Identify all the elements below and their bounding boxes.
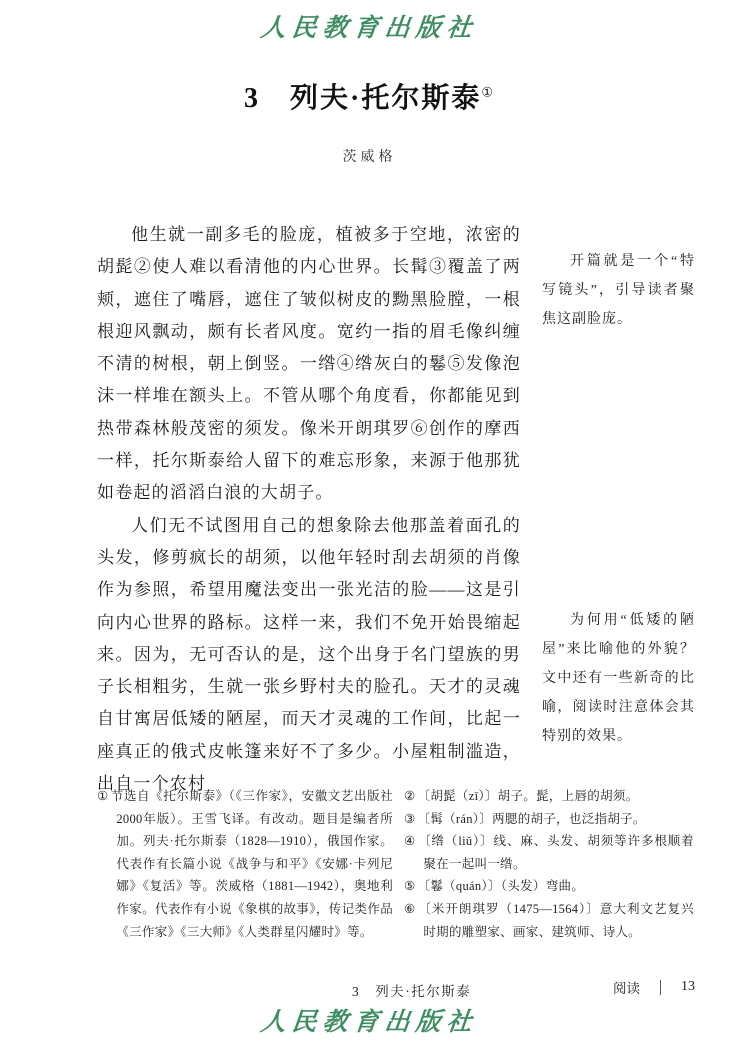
footnote-text: 〔米开朗琪罗（1475—1564）〕意大利文艺复兴时期的雕塑家、画家、建筑师、诗人。 [418, 901, 694, 939]
footer-lesson-title: 3 列夫·托尔斯泰 [352, 984, 472, 999]
body-paragraph: 他生就一副多毛的脸庞，植被多于空地，浓密的胡髭②使人难以看清他的内心世界。长髯③覆盖了两颊，遮住了嘴唇，遮住了皱似树皮的黝黑脸膛，一根根迎风飘动，颇有长者风度。宽约一指的眉毛像纠缠不清的树根，朝上倒竖。一绺④绺灰白的鬈⑤发像泡沫一样堆在额头上。不管从哪个角度看，你都能见到热带森林般茂密的须发。像米开朗琪罗⑥创作的摩西一样，托尔斯泰给人留下的难忘形象，来源于他那犹如卷起的滔滔白浪的大胡子。 [97, 225, 521, 503]
footer-right-group [613, 977, 695, 997]
publisher-logo-top: 人民教育出版社 [259, 15, 480, 42]
footnote-text: 〔绺（liǔ）〕线、麻、头发、胡须等许多根顺着聚在一起叫一绺。 [418, 834, 694, 871]
margin-note: 开篇就是一个“特写镜头”，引导读者聚焦这副脸庞。 [542, 254, 695, 327]
footnote [404, 830, 694, 875]
footnote [404, 898, 694, 943]
footnote-marker: ⑤ [404, 879, 416, 894]
footnote-marker: ① [97, 789, 109, 803]
title-footnote-ref: ① [481, 84, 495, 100]
footnote [404, 875, 694, 898]
margin-note: 为何用“低矮的陋屋”来比喻他的外貌？文中还有一些新奇的比喻，阅读时注意体会其特别的效果。 [542, 613, 695, 744]
publisher-logo-bottom: 人民教育出版社 [259, 1009, 480, 1036]
author-name: 茨威格 [342, 150, 397, 165]
main-text-column [97, 219, 521, 800]
footnote-marker: ⑥ [404, 901, 417, 916]
footer-section-label: 阅读 [613, 981, 640, 996]
footer-divider [660, 980, 661, 995]
footnote-marker: ② [404, 789, 416, 803]
footnote [404, 808, 694, 831]
footnote [404, 785, 694, 808]
footnote-text: 节选自《托尔斯泰》（《三作家》，安徽文艺出版社2000年版）。王雪飞译。有改动。题目是编者所加。列夫·托尔斯泰（1828—1910），俄国作家。代表作有长篇小说《战争与和平》《安娜·卡列尼娜》《复活》等。茨威格（1881—1942），奥地利作家。代表作有小说《象棋的故事》，传记类作品《三作家》《三大师》《人类群星闪耀时》等。 [110, 789, 393, 939]
body-paragraph: 人们无不试图用自己的想象除去他那盖着面孔的头发，修剪疯长的胡须，以他年轻时刮去胡须的肖像作为参照，希望用魔法变出一张光洁的脸——这是引向内心世界的路标。这样一来，我们不免开始畏缩起来。因为，无可否认的是，这个出身于名门望族的男子长相粗劣，生就一张乡野村夫的脸孔。天才的灵魂自甘寓居低矮的陋屋，而天才灵魂的工作间，比起一座真正的俄式皮帐篷来好不了多少。小屋粗制滥造，出自一个农村 [97, 515, 521, 794]
footnote-text: 〔髯（rán）〕两腮的胡子，也泛指胡子。 [417, 811, 646, 826]
lesson-title-text: 3 列夫·托尔斯泰 [244, 83, 482, 114]
lesson-title [0, 76, 739, 116]
footer-page-number: 13 [681, 979, 695, 994]
footnote [97, 785, 393, 943]
footnotes-left-column [97, 785, 393, 943]
footnote-text: 〔鬈（quán）〕（头发）弯曲。 [417, 879, 585, 894]
footnote-marker: ④ [404, 834, 417, 849]
footnotes-right-column [404, 785, 694, 943]
footnote-text: 〔胡髭（zī）〕胡子。髭，上唇的胡须。 [417, 789, 639, 803]
footnote-marker: ③ [404, 811, 416, 826]
